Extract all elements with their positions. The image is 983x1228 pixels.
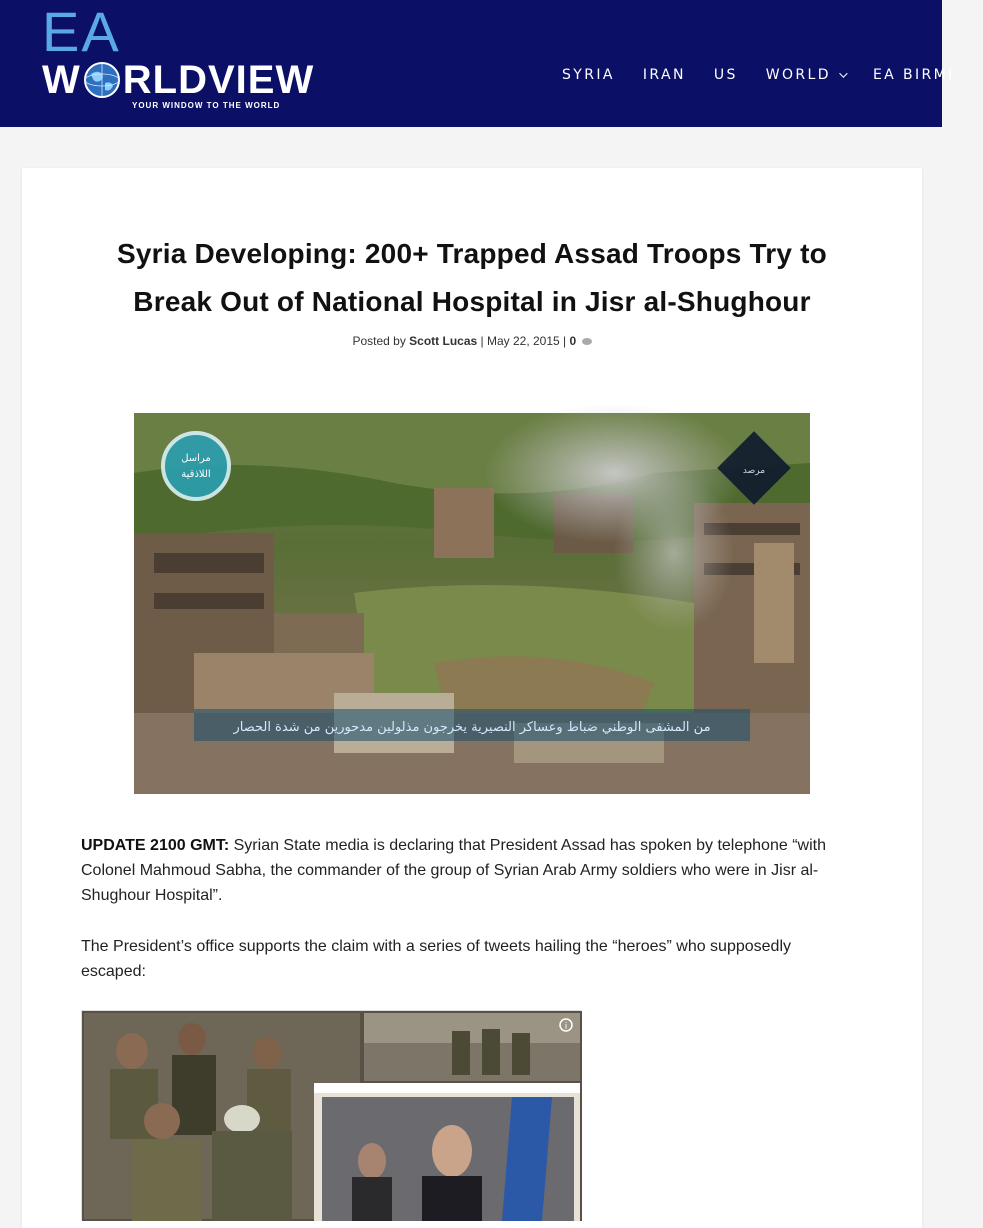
update-label: UPDATE 2100 GMT: xyxy=(81,837,230,854)
nav-item-us[interactable] xyxy=(714,67,738,83)
logo-tagline: YOUR WINDOW TO THE WORLD xyxy=(132,101,281,110)
site-header xyxy=(0,0,955,127)
tweets-intro-paragraph: The President’s office supports the claim with a series of tweets hailing the “heroes” who supposedly escaped: xyxy=(81,938,791,980)
svg-text:اللاذقية: اللاذقية xyxy=(181,469,211,480)
comment-bubble-icon xyxy=(582,338,592,345)
meta-separator: | xyxy=(477,334,487,348)
logo-ea-text: EA xyxy=(42,0,121,63)
article-card xyxy=(22,168,922,1228)
update-text: Syrian State media is declaring that President Assad has spoken by telephone “with Colonel Mahmoud Sabha, the commander of the group of Syrian Arab Army soldiers who were in Jisr al-Shughour Hospital”. xyxy=(81,837,826,904)
post-date: May 22, 2015 xyxy=(486,334,560,348)
hero-caption: من المشفى الوطني ضباط وعساكر النصيرية يخرجون مذلولين مدحورين من شدة الحصار xyxy=(233,720,711,735)
nav-label: EA BIRMI xyxy=(872,67,955,83)
article-title: Syria Developing: 200+ Trapped Assad Troops Try to Break Out of National Hospital in Jisr al-Shughour xyxy=(117,238,827,317)
nav-item-iran[interactable] xyxy=(643,67,686,83)
tweet-collage-image[interactable] xyxy=(81,1010,581,1220)
nav-label: US xyxy=(713,67,738,83)
update-paragraph xyxy=(81,833,841,908)
logo-worldview-text xyxy=(42,58,314,102)
author-link[interactable]: Scott Lucas xyxy=(409,334,478,348)
nav-item-world[interactable] xyxy=(766,67,845,83)
svg-text:i: i xyxy=(564,1022,568,1032)
hero-image[interactable] xyxy=(134,413,810,794)
site-logo[interactable] xyxy=(42,0,315,110)
globe-icon xyxy=(83,61,121,99)
logo-rldview: RLDVIEW xyxy=(122,58,315,102)
post-meta xyxy=(22,334,922,348)
comment-count-link[interactable]: 0 xyxy=(569,334,577,348)
posted-by-label: Posted by xyxy=(352,334,406,348)
nav-label: WORLD xyxy=(765,67,831,83)
meta-separator: | xyxy=(559,334,570,348)
svg-text:مرصد: مرصد xyxy=(742,466,766,476)
nav-item-syria[interactable] xyxy=(562,67,615,83)
chevron-down-icon xyxy=(839,69,847,77)
nav-item-ea-birmingham[interactable] xyxy=(873,67,955,83)
svg-text:مراسل: مراسل xyxy=(181,453,211,464)
main-nav xyxy=(562,67,983,83)
nav-label: SYRIA xyxy=(562,67,615,83)
logo-w: W xyxy=(42,58,81,102)
nav-label: IRAN xyxy=(642,67,686,83)
